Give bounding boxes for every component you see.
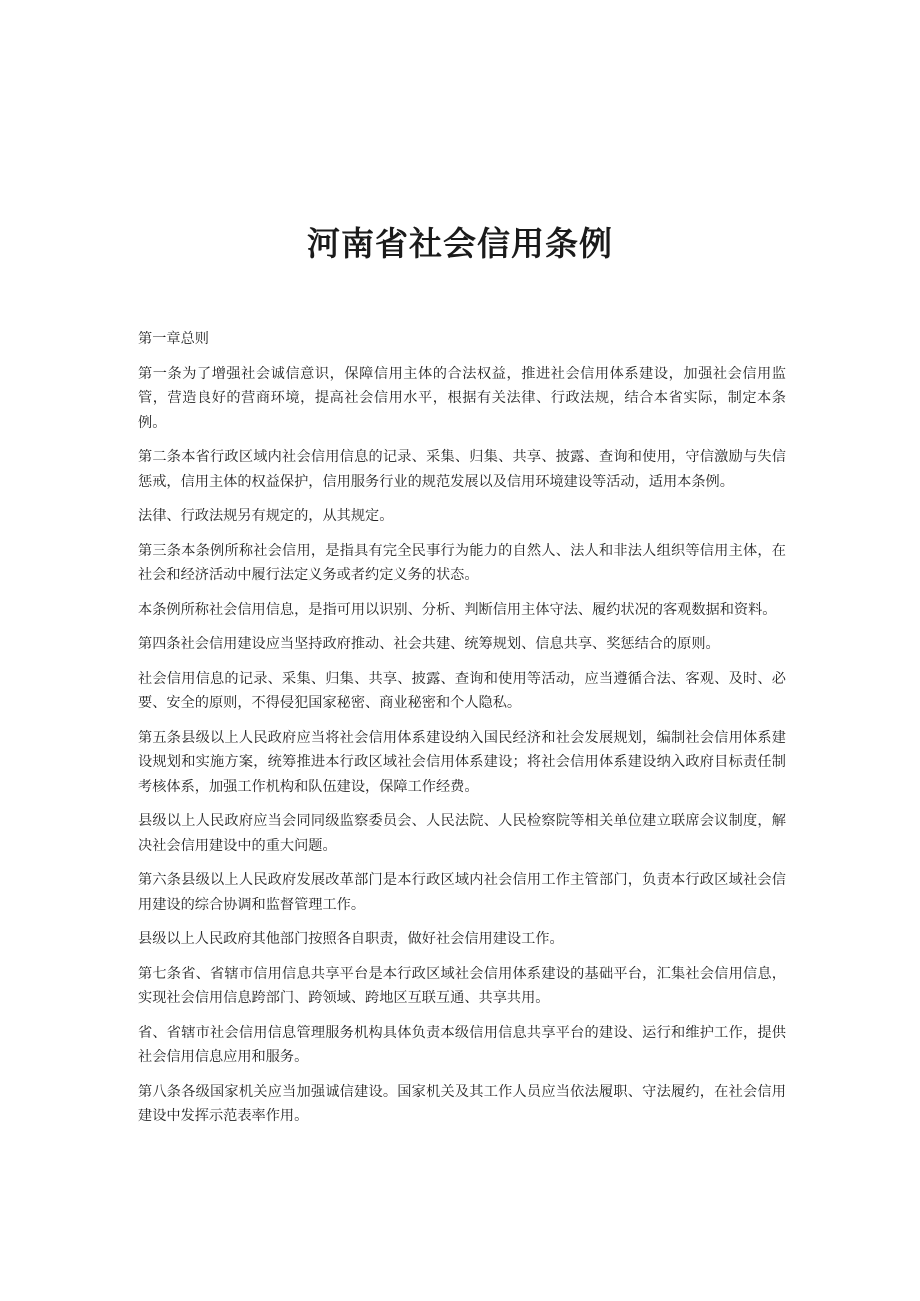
paragraph: 第八条各级国家机关应当加强诚信建设。国家机关及其工作人员应当依法履职、守法履约，在社会信用建设中发挥示范表率作用。 bbox=[138, 1083, 786, 1124]
paragraph: 第三条本条例所称社会信用，是指具有完全民事行为能力的自然人、法人和非法人组织等信用主体，在社会和经济活动中履行法定义务或者约定义务的状态。 bbox=[138, 542, 786, 583]
paragraph: 县级以上人民政府其他部门按照各自职责，做好社会信用建设工作。 bbox=[138, 931, 564, 947]
paragraph: 第一条为了增强社会诚信意识，保障信用主体的合法权益，推进社会信用体系建设，加强社会信用监管，营造良好的营商环境，提高社会信用水平，根据有关法律、行政法规，结合本省实际，制定本条例。 bbox=[138, 365, 786, 431]
paragraph: 本条例所称社会信用信息，是指可用以识别、分析、判断信用主体守法、履约状况的客观数据和资料。 bbox=[138, 601, 777, 618]
paragraph: 第六条县级以上人民政府发展改革部门是本行政区域内社会信用工作主管部门，负责本行政区域社会信用建设的综合协调和监督管理工作。 bbox=[138, 872, 786, 913]
paragraph: 第七条省、省辖市信用信息共享平台是本行政区域社会信用体系建设的基础平台，汇集社会信用信息，实现社会信用信息跨部门、跨领域、跨地区互联互通、共享共用。 bbox=[138, 965, 786, 1006]
paragraph: 第五条县级以上人民政府应当将社会信用体系建设纳入国民经济和社会发展规划，编制社会信用体系建设规划和实施方案，统筹推进本行政区域社会信用体系建设；将社会信用体系建设纳入政府目标责任制考核体系，加强工作机构和队伍建设，保障工作经费。 bbox=[138, 729, 786, 795]
paragraph: 第四条社会信用建设应当坚持政府推动、社会共建、统筹规划、信息共享、奖惩结合的原则。 bbox=[138, 636, 720, 652]
paragraph: 省、省辖市社会信用信息管理服务机构具体负责本级信用信息共享平台的建设、运行和维护工作，提供社会信用信息应用和服务。 bbox=[138, 1024, 786, 1065]
document-title: 河南省社会信用条例 bbox=[307, 224, 613, 263]
paragraph: 第二条本省行政区域内社会信用信息的记录、采集、归集、共享、披露、查询和使用，守信激励与失信惩戒，信用主体的权益保护，信用服务行业的规范发展以及信用环境建设等活动，适用本条例。 bbox=[138, 449, 786, 490]
paragraph: 县级以上人民政府应当会同同级监察委员会、人民法院、人民检察院等相关单位建立联席会议制度，解决社会信用建设中的重大问题。 bbox=[138, 813, 786, 854]
chapter-heading: 第一章总则 bbox=[138, 331, 209, 347]
paragraph: 法律、行政法规另有规定的，从其规定。 bbox=[138, 508, 394, 524]
document-body bbox=[138, 327, 786, 1139]
paragraph: 社会信用信息的记录、采集、归集、共享、披露、查询和使用等活动，应当遵循合法、客观、及时、必要、安全的原则，不得侵犯国家秘密、商业秘密和个人隐私。 bbox=[138, 670, 786, 711]
